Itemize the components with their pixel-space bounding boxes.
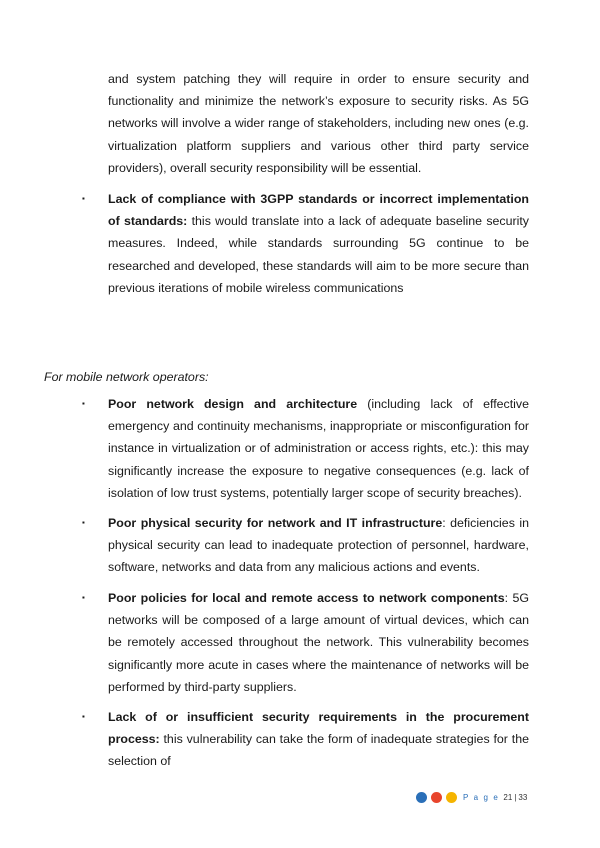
bullet-item-3gpp-compliance xyxy=(108,188,529,299)
bullet-item-procurement xyxy=(108,706,529,773)
bullet-title: Poor physical security for network and IT infrastructure xyxy=(108,516,443,530)
footer-dot-icon xyxy=(446,792,457,803)
bullet-marker: ▪ xyxy=(82,712,85,721)
bullet-marker: ▪ xyxy=(82,399,85,408)
bullet-item-access-policies xyxy=(108,587,529,698)
page-total: 33 xyxy=(518,792,528,802)
bullet-text: : deficiencies in physical security can lead to inadequate protection of personnel, hardware, software, networks and data from any malicious actions and events. xyxy=(108,516,529,575)
footer-dot-icon xyxy=(416,792,427,803)
bullet-marker: ▪ xyxy=(82,593,85,602)
page-separator: | xyxy=(514,792,517,802)
bullet-title: Lack of compliance with 3GPP standards or incorrect implementation of standards: xyxy=(108,192,529,229)
bullet-text: this vulnerability can take the form of inadequate strategies for the selection of xyxy=(108,732,529,769)
page-current: 21 xyxy=(503,792,513,802)
bullet-title: Lack of or insufficient security requirements in the procurement process: xyxy=(108,710,529,747)
bullet-item-physical-security xyxy=(108,512,529,579)
section-heading: For mobile network operators: xyxy=(44,370,209,384)
bullet-marker: ▪ xyxy=(82,194,85,203)
bullet-text: this would translate into a lack of adequate baseline security measures. Indeed, while standards surrounding 5G continue to be researched and developed, these standards will aim to be more secure than previous iterations of mobile wireless communications xyxy=(108,214,530,295)
bullet-marker: ▪ xyxy=(82,518,85,527)
footer-dot-icon xyxy=(431,792,442,803)
continuation-paragraph: and system patching they will require in order to ensure security and functionality and minimize the network’s exposure to security risks. As 5G networks will involve a wider range of stakeholders, including new ones (e.g. virtualization platform suppliers and various other third party service providers), overall security responsibility will be essential. xyxy=(108,72,529,175)
bullet-item-network-design xyxy=(108,393,529,504)
page-label: P a g e xyxy=(463,792,500,802)
bullet-text: : 5G networks will be composed of a large amount of virtual devices, which can be remotely accessed throughout the network. This vulnerability becomes significantly more acute in cases where the maintenance of networks will be performed by third-party suppliers. xyxy=(108,591,529,694)
bullet-title: Poor policies for local and remote access to network components xyxy=(108,591,505,605)
page-footer xyxy=(416,789,527,805)
bullet-title: Poor network design and architecture xyxy=(108,397,358,411)
bullet-text: (including lack of effective emergency and continuity mechanisms, inappropriate or misconfiguration for instance in virtualization or of administration or access rights, etc.): this may significantly increase the exposure to negative consequences (e.g. lack of isolation of low trust systems, potentially larger scope of security breaches). xyxy=(108,397,530,500)
